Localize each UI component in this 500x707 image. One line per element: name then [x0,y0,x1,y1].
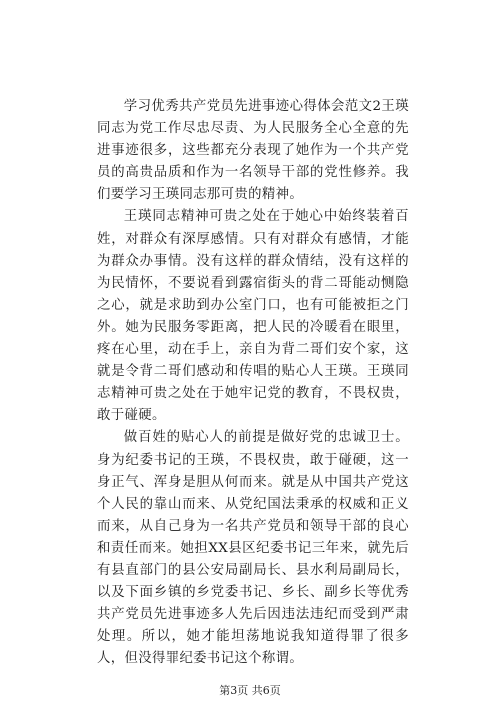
page-footer: 第3页 共6页 [219,684,281,697]
document-body [97,96,409,670]
paragraph-1: 学习优秀共产党员先进事迹心得体会范文2王瑛同志为党工作尽忠尽责、为人民服务全心全意的先进事迹很多，这些都充分表现了她作为一个共产党员的高贵品质和作为一名领导干部的党性修养。我们要学习王瑛同志那可贵的精神。 [97,99,409,203]
paragraph-3: 做百姓的贴心人的前提是做好党的忠诚卫士。身为纪委书记的王瑛，不畏权贵，敢于碰硬，这一身正气、浑身是胆从何而来。就是从中国共产党这个人民的靠山而来、从党纪国法秉承的权威和正义而来，从自己身为一名共产党员和领导干部的良心和责任而来。她担XX县区纪委书记三年来，就先后有县直部门的县公安局副局长、县水利局副局长，以及下面乡镇的乡党委书记、乡长、副乡长等优秀共产党员先进事迹多人先后因违法违纪而受到严肃处理。所以，她才能坦荡地说我知道得罪了很多人，但没得罪纪委书记这个称谓。 [97,430,409,667]
paragraph-2: 王瑛同志精神可贵之处在于她心中始终装着百姓，对群众有深厚感情。只有对群众有感情，才能为群众办事情。没有这样的群众情结，没有这样的为民情怀，不要说看到露宿街头的背二哥能动恻隐之心，就是求助到办公室门口，也有可能被拒之门外。她为民服务零距离，把人民的冷暖看在眼里，疼在心里，动在手上，亲自为背二哥们安个家，这就是令背二哥们感动和传唱的贴心人王瑛。王瑛同志精神可贵之处在于她牢记党的教育，不畏权贵，敢于碰硬。 [97,209,409,424]
